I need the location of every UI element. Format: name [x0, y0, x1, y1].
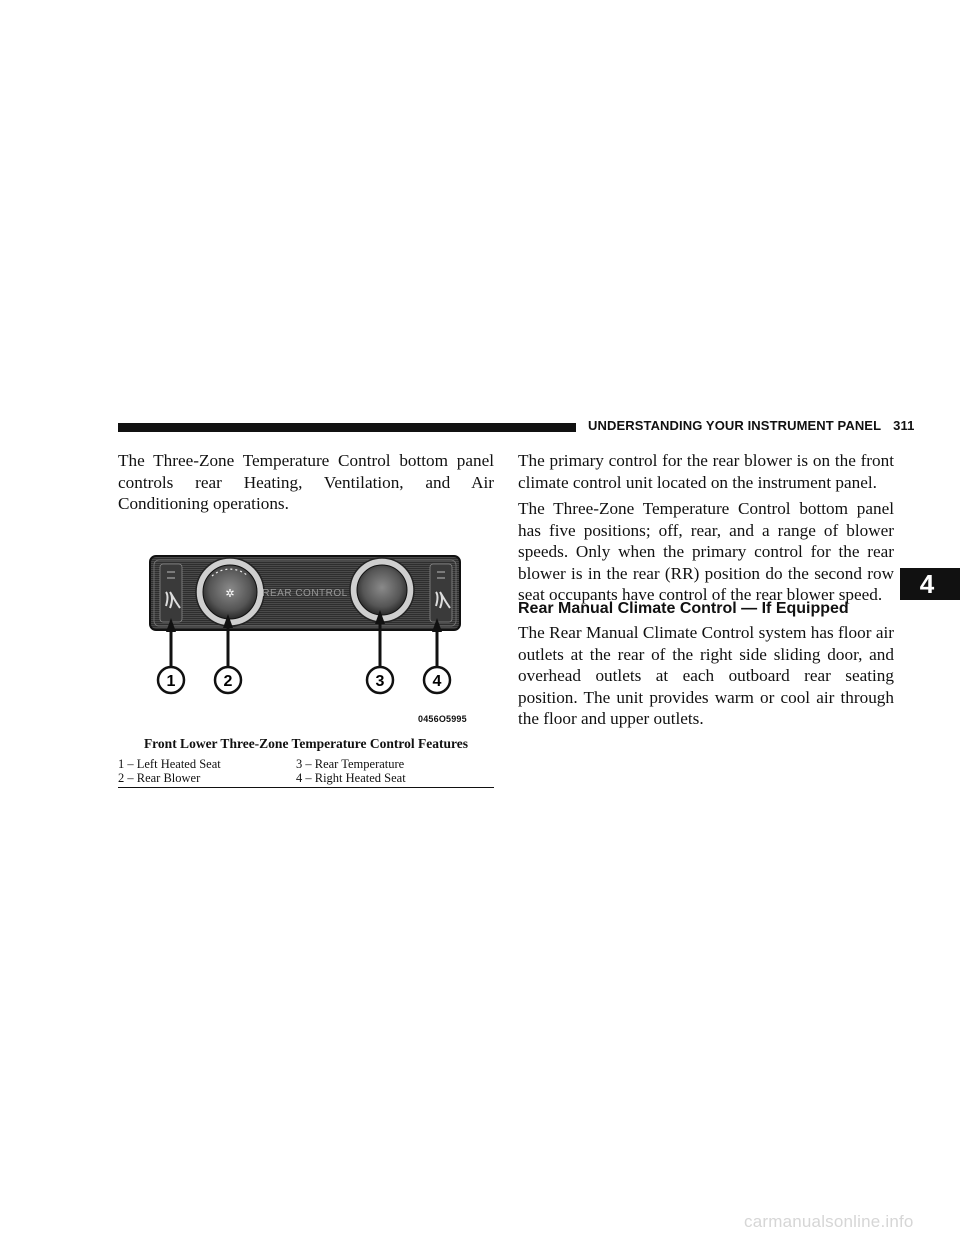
caption-rule — [118, 787, 494, 788]
legend-item: 2 – Rear Blower — [118, 770, 201, 785]
header-rule — [118, 423, 576, 432]
legend-item: 4 – Right Heated Seat — [296, 770, 406, 785]
svg-text:✲: ✲ — [225, 587, 235, 600]
left-heated-seat-button — [160, 564, 182, 622]
left-intro-paragraph: The Three-Zone Temperature Control bottom panel controls rear Heating, Ventilation, and Air Conditioning operations. — [118, 451, 494, 514]
climate-control-panel-figure — [140, 550, 470, 730]
callout-1-label: 1 — [166, 673, 176, 690]
legend-column-left — [118, 758, 221, 785]
legend-item: 1 – Left Heated Seat — [118, 757, 221, 771]
watermark-link[interactable]: carmanualsonline.info — [744, 1212, 914, 1231]
callout-3-label: 3 — [375, 673, 385, 690]
rear-temperature-knob — [350, 558, 414, 622]
page-number: 311 — [893, 418, 915, 433]
callout-4 — [424, 667, 450, 693]
header-section-title: UNDERSTANDING YOUR INSTRUMENT PANEL — [588, 418, 882, 433]
callout-2-label: 2 — [223, 673, 233, 690]
bottom-panel-paragraph: The Three-Zone Temperature Control bottom panel has five positions; off, rear, and a range of blower speeds. Only when the primary control for the rear blower is in the rear (RR) position do the second row seat occupants have control of the rear blower speed. — [518, 499, 894, 605]
rear-manual-climate-paragraph: The Rear Manual Climate Control system has floor air outlets at the rear of the right side sliding door, and overhead outlets at each outboard rear seating position. The unit provides warm or cool air through the floor and upper outlets. — [518, 623, 894, 729]
right-heated-seat-button — [430, 564, 452, 622]
figure-id: 0456O5995 — [418, 714, 467, 724]
section-heading: Rear Manual Climate Control — If Equipped — [518, 600, 849, 617]
callout-4-label: 4 — [432, 673, 442, 690]
figure-caption-title: Front Lower Three-Zone Temperature Control Features — [143, 736, 469, 751]
callout-1 — [158, 667, 184, 693]
chapter-tab: 4 — [900, 568, 960, 600]
panel-label: REAR CONTROL — [262, 588, 348, 599]
rear-blower-knob — [196, 558, 264, 626]
rear-blower-paragraph: The primary control for the rear blower is on the front climate control unit located on the instrument panel. — [518, 451, 894, 492]
callout-2 — [215, 667, 241, 693]
callout-3 — [367, 667, 393, 693]
running-header — [588, 418, 914, 433]
legend-item: 3 – Rear Temperature — [296, 757, 405, 771]
legend-column-right — [296, 758, 406, 785]
